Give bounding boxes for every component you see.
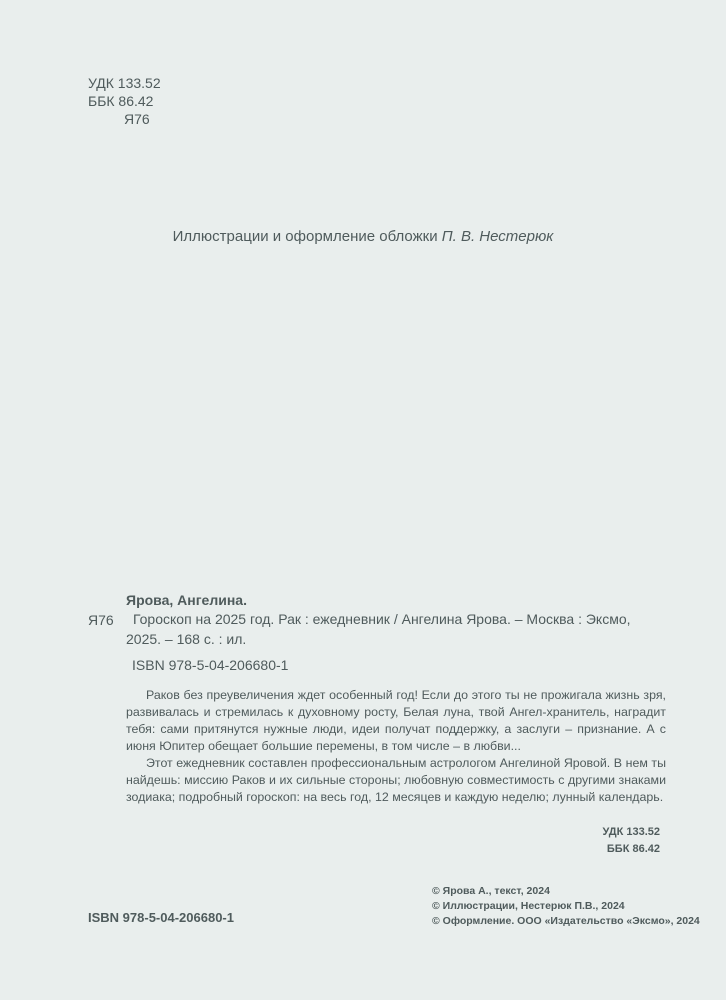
catalog-description: Гороскоп на 2025 год. Рак : ежедневник / Ангелина Ярова. – Москва : Эксмо, 2025. – 168 с. : ил. [126,611,631,647]
catalog-isbn: ISBN 978-5-04-206680-1 [132,657,289,673]
udk-right-code: УДК 133.52 [602,826,660,838]
copyright-illustrations: © Иллюстрации, Нестерюк П.В., 2024 [432,900,625,912]
author-sign: Я76 [124,111,150,127]
copyright-block [432,884,700,929]
udk-code: УДК 133.52 [88,75,161,91]
annotation-paragraph-1: Раков без преувеличения ждет особенный год! Если до этого ты не прожигала жизнь зря, развивалась и стремилась к духовному росту, Белая луна, твой Ангел-хранитель, наградит тебя: сами притянутся нужные люди, идеи получат поддержку, а заслуги – признание. А с июня Юпитер обещает большие перемены, в том числе – в любви... [126,688,666,753]
annotation-paragraph-2: Этот ежедневник составлен профессиональным астрологом Ангелиной Яровой. В нем ты найдешь: миссию Раков и их сильные стороны; любовную совместимость с другими знаками зодиака; подробный гороскоп: на весь год, 12 месяцев и каждую неделю; лунный календарь. [126,756,666,804]
illustrations-credit [0,228,726,245]
copyright-design: © Оформление. ООО «Издательство «Эксмо», 2024 [432,915,700,927]
annotation [126,687,666,806]
catalog-author: Ярова, Ангелина. [126,592,247,608]
illustrator-name: П. В. Нестерюк [441,228,554,245]
isbn-bottom: ISBN 978-5-04-206680-1 [88,910,234,925]
udk-block [88,74,161,128]
catalog-author-sign: Я76 [88,612,114,628]
udk-right-block [560,824,660,858]
bbk-code: ББК 86.42 [88,93,154,109]
bbk-right-code: ББК 86.42 [606,843,660,855]
illustrations-text: Иллюстрации и оформление обложки [172,228,442,245]
copyright-text: © Ярова А., текст, 2024 [432,885,550,897]
